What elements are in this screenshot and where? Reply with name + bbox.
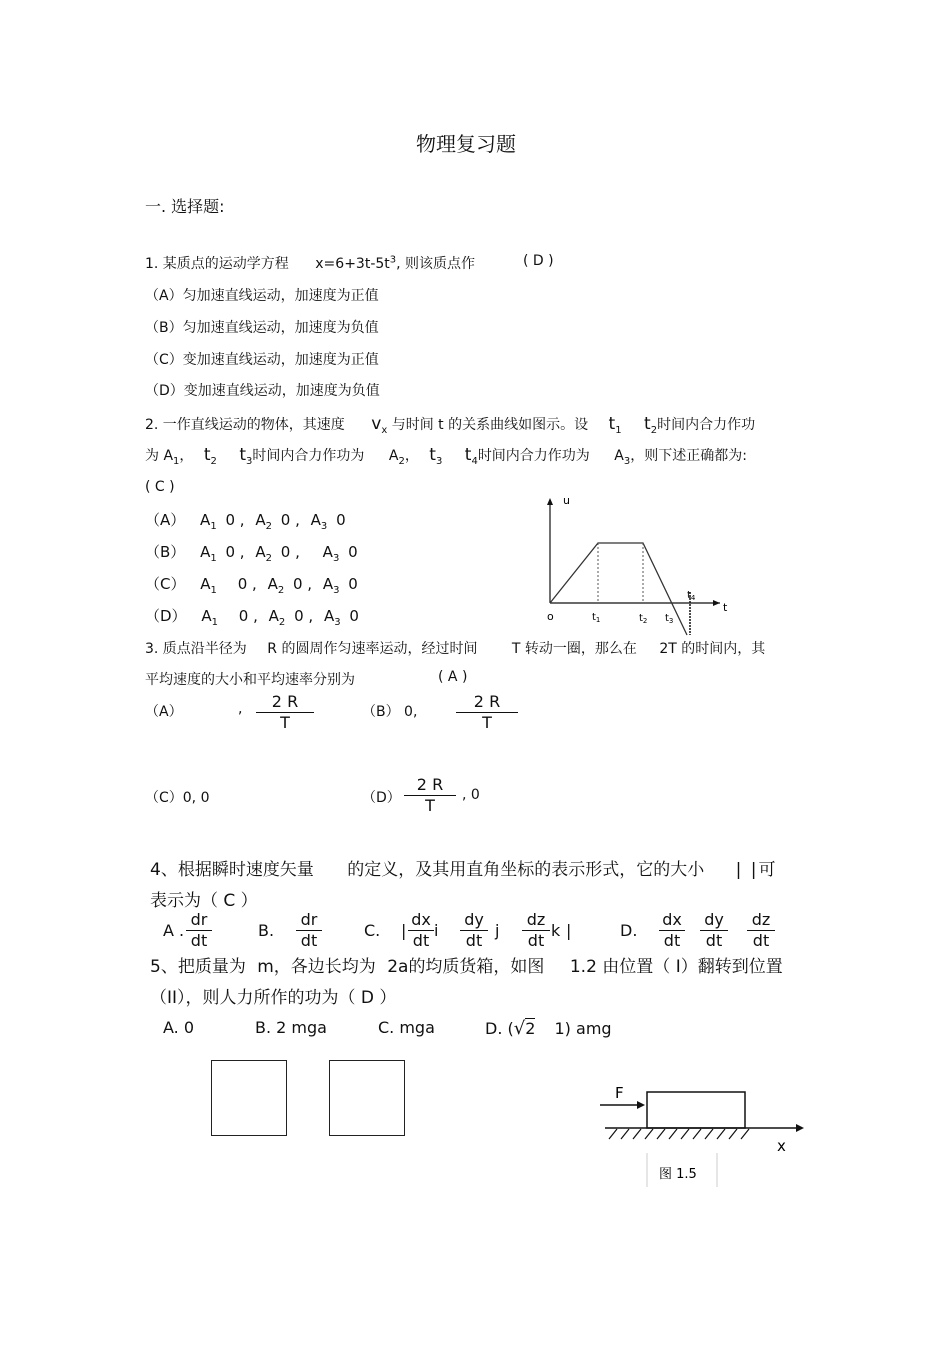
q4-magnitude-bars: | | [735,860,759,880]
q1-option-d: （D）变加速直线运动，加速度为负值 [145,383,380,399]
q3-option-a-label: （A） [145,704,183,720]
q4-line-2: 表示为（ C ） [150,891,258,911]
q4-option-b-label: B. [258,921,275,940]
q3-option-d-tail: , 0 [462,787,480,803]
section-heading: 一. 选择题: [145,197,225,216]
q5-option-c: C. mga [378,1018,435,1037]
q4-option-c-label: C. [364,921,381,940]
q2-line-1: 2. 一作直线运动的物体，其速度 $v_x$ 与时间 t 的关系曲线如图示。设 $t_1$ $t_2$时间内合力作功 [145,414,756,436]
graph-x-arrow [713,600,720,606]
sqrt-radicand: 2 [525,1019,536,1038]
q2-line-2: 为 $A_1$， $t_2$ $t_3$时间内合力作功为 $A_2$， $t_3$ $t_4$时间内合力作功为 $A_3$，则下述正确都为: [145,445,747,467]
q4-option-d-dx-fraction: $\frac{dx}{dt}$ [659,910,685,951]
q4-option-b-fraction: $\frac{dr}{dt}$ [296,910,322,951]
axis-x-label: x [777,1137,786,1155]
q4-option-d-dy-fraction: $\frac{dy}{dt}$ [700,910,728,951]
q4-option-c-dz-fraction: $\frac{dz}{dt}$ [522,910,550,951]
force-label: F [615,1084,624,1102]
q4-option-c-k: k [551,921,561,940]
q4-option-a-fraction: $\frac{dr}{dt}$ [186,910,212,951]
graph-tick-t2: $t_2$ [639,613,648,625]
q3-option-d-fraction: $\frac{2 R}{T}$ [404,775,456,816]
q4-option-d-dz-fraction: $\frac{dz}{dt}$ [747,910,775,951]
ground-hatching [609,1129,749,1139]
ground-axis-arrow [796,1124,804,1132]
q4-option-d-label: D. [620,921,638,940]
velocity-time-graph [535,490,735,650]
q2-option-d: （D） $A_1$ 0 , $A_2$ 0 , $A_3$ 0 [145,607,359,628]
q5-option-b: B. 2 mga [255,1018,327,1037]
q5-option-d: D. (√2 1) amg [485,1018,612,1039]
q5-line-1: 5、把质量为 m，各边长均为 2a的均质货箱，如图 1.2 由位置（ I）翻转到位置 [150,957,783,977]
q4-option-c-dx-fraction: $\frac{dx}{dt}$ [408,910,434,951]
q2-option-b: （B） $A_1$ 0 , $A_2$ 0 , $A_3$ 0 [145,543,358,564]
box-position-2 [329,1060,405,1136]
figure-caption: 图 1.5 [659,1167,697,1182]
graph-tick-t4: $t_4$ [687,590,696,602]
q1-equation: x=6+3t-5t [315,256,390,272]
graph-y-arrow [547,498,553,505]
q1-exponent: 3 [389,254,397,266]
q3-option-a-comma: , [238,701,243,717]
q3-line-2: 平均速度的大小和平均速率分别为 [145,672,355,688]
q3-option-a-fraction: $\frac{2 R}{T}$ [256,692,314,733]
q4-option-a-label: A . [163,921,185,940]
q2-answer: ( C ) [145,479,175,495]
q1-stem: 1. 某质点的运动学方程 $x=6+3t-5t^3$, 则该质点作 [145,254,476,272]
q3-line-1: 3. 质点沿半径为 R 的圆周作匀速率运动，经过时间 T 转动一圈，那么在 2T 的时间内，其 [145,641,766,657]
q4-option-c-dy-fraction: $\frac{dy}{dt}$ [460,910,488,951]
q4-option-c-bar-close: | [566,921,572,940]
graph-x-label: t [723,601,728,614]
q4-option-c-j: j [495,921,500,940]
q1-answer: ( D ) [523,253,554,269]
q3-option-c: （C）0, 0 [145,790,210,806]
graph-origin-label: o [547,610,554,623]
page-title: 物理复习题 [416,132,516,156]
q4-option-c-bar-open: | [401,921,407,940]
q1-option-a: （A）匀加速直线运动，加速度为正值 [145,288,379,304]
sqrt-symbol: √ [513,1018,526,1039]
q3-option-b-fraction: $\frac{2 R}{T}$ [456,692,518,733]
force-arrow-head [637,1101,645,1109]
q4-line-1: 4、根据瞬时速度矢量 的定义，及其用直角坐标的表示形式，它的大小 | |可 [150,860,776,880]
q2-option-c: （C） $A_1$ 0 , $A_2$ 0 , $A_3$ 0 [145,575,358,596]
q1-option-c: （C）变加速直线运动，加速度为正值 [145,352,379,368]
block [647,1092,745,1128]
graph-y-label: u [563,494,570,507]
q3-answer: ( A ) [438,669,468,685]
box-position-1 [211,1060,287,1136]
graph-tick-t1: $t_1$ [592,612,601,624]
q5-option-a: A. 0 [163,1018,195,1037]
q4-option-c-i: i [434,921,439,940]
q2-option-a: （A） $A_1$ 0 , $A_2$ 0 , $A_3$ 0 [145,511,346,532]
figure-1-5 [595,1075,815,1195]
q5-line-2: （II），则人力所作的功为（ D ） [150,988,397,1008]
q3-option-b-label: （B） 0, [362,704,418,720]
q3-option-d-label: （D） [362,790,401,806]
q1-option-b: （B）匀加速直线运动，加速度为负值 [145,320,379,336]
graph-tick-t3: $t_3$ [665,613,674,625]
